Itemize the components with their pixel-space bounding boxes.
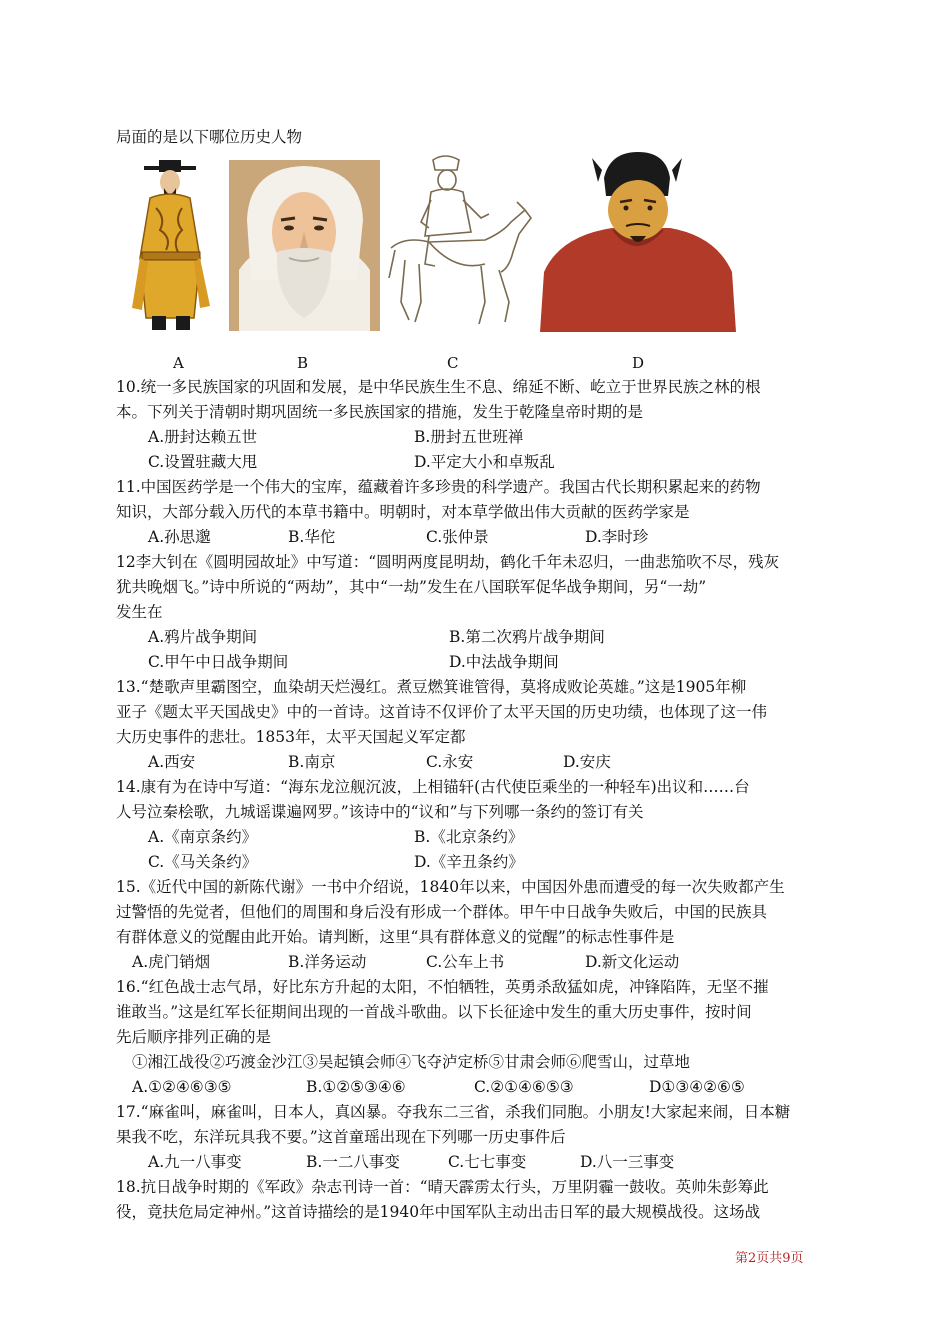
q16-option-b: B.①②⑤③④⑥ <box>306 1078 406 1096</box>
q15-line-2: 过警悟的先觉者，但他们的周围和身后没有形成一个群体。甲午中日战争失败后，中国的民族具 <box>116 903 768 921</box>
q14-option-d: D.《辛丑条约》 <box>414 853 524 871</box>
q11-option-c: C.张仲景 <box>426 528 489 546</box>
q10-option-d: D.平定大小和卓叛乱 <box>414 453 555 471</box>
q17-option-b: B.一二八事变 <box>306 1153 400 1171</box>
q14-line-1: 14.康有为在诗中写道：“海东龙泣舰沉波，上相锚轩(古代使臣乘坐的一种轻车)出议和……台 <box>116 778 750 796</box>
q16-line-2: 谁敢当。”这是红军长征期间出现的一首战斗歌曲。以下长征途中发生的重大历史事件，按时间 <box>116 1003 752 1021</box>
q13-line-1: 13.“楚歌声里霸图空，血染胡天烂漫红。煮豆燃箕谁管得，莫将成败论英雄。”这是1905年柳 <box>116 678 747 696</box>
q17-option-c: C.七七事变 <box>448 1153 527 1171</box>
q18-line-1: 18.抗日战争时期的《军政》杂志刊诗一首：“晴天霹雳太行头，万里阴霾一鼓收。英帅朱彭筹此 <box>116 1178 769 1196</box>
q11-option-a: A.孙思邈 <box>148 528 211 546</box>
q15-line-3: 有群体意义的觉醒由此开始。请判断，这里“具有群体意义的觉醒”的标志性事件是 <box>116 928 675 946</box>
q16-line-1: 16.“红色战士志气昂，好比东方升起的太阳，不怕牺牲，英勇杀敌猛如虎，冲锋陷阵，无坚不摧 <box>116 978 769 996</box>
q14-option-c: C.《马关条约》 <box>148 853 258 871</box>
q16-events: ①湘江战役②巧渡金沙江③吴起镇会师④飞夺泸定桥⑤甘肃会师⑥爬雪山，过草地 <box>132 1053 691 1071</box>
q13-line-2: 亚子《题太平天国战史》中的一首诗。这首诗不仅评价了太平天国的历史功绩，也体现了这一伟 <box>116 703 768 721</box>
q12-option-c: C.甲午中日战争期间 <box>148 653 289 671</box>
q10-line-1: 10.统一多民族国家的巩固和发展，是中华民族生生不息、绵延不断、屹立于世界民族之林的根 <box>116 378 761 396</box>
q16-option-a: A.①②④⑥③⑤ <box>132 1078 232 1096</box>
q15-option-b: B.洋务运动 <box>288 953 367 971</box>
intro-tail: 局面的是以下哪位历史人物 <box>116 128 303 146</box>
q10-option-b: B.册封五世班禅 <box>414 428 524 446</box>
q14-option-a: A.《南京条约》 <box>148 828 258 846</box>
q15-option-c: C.公车上书 <box>426 953 505 971</box>
figure-a-label: A <box>173 354 184 372</box>
q14-line-2: 人号泣秦桧歌，九城谣谍遍网罗。”该诗中的“议和”与下列哪一条约的签订有关 <box>116 803 644 821</box>
q15-option-d: D.新文化运动 <box>585 953 680 971</box>
q12-line-2: 犹共晚烟飞。”诗中所说的“两劫”，其中“一劫”发生在八国联军促华战争期间，另“一劫” <box>116 578 707 596</box>
q15-option-a: A.虎门销烟 <box>132 953 211 971</box>
q12-option-d: D.中法战争期间 <box>449 653 559 671</box>
q11-option-d: D.李时珍 <box>585 528 649 546</box>
q13-option-d: D.安庆 <box>563 753 611 771</box>
q16-line-3: 先后顺序排列正确的是 <box>116 1028 272 1046</box>
figure-d-label: D <box>632 354 645 372</box>
q13-line-3: 大历史事件的悲壮。1853年，太平天国起义军定都 <box>116 728 466 746</box>
page-number: 第2页共9页 <box>735 1251 804 1266</box>
q10-option-c: C.设置驻藏大甩 <box>148 453 258 471</box>
q13-option-a: A.西安 <box>148 753 196 771</box>
figure-c-label: C <box>447 354 459 372</box>
q17-line-1: 17.“麻雀叫，麻雀叫，日本人，真凶暴。夺我东二三省，杀我们同胞。小朋友!大家起来闹，日本糖 <box>116 1103 791 1121</box>
q10-line-2: 本。下列关于清朝时期巩固统一多民族国家的措施，发生于乾隆皇帝时期的是 <box>116 403 644 421</box>
figure-a-emperor-image <box>126 158 218 334</box>
q12-line-3: 发生在 <box>116 603 163 621</box>
q18-line-2: 役，竟扶危局定神州。”这首诗描绘的是1940年中国军队主动出击日军的最大规模战役。这场战 <box>116 1203 761 1221</box>
q17-option-a: A.九一八事变 <box>148 1153 242 1171</box>
q12-option-b: B.第二次鸦片战争期间 <box>449 628 605 646</box>
q11-line-1: 11.中国医药学是一个伟大的宝库，蕴藏着许多珍贵的科学遗产。我国古代长期积累起来的药物 <box>116 478 761 496</box>
q17-option-d: D.八一三事变 <box>580 1153 675 1171</box>
q11-line-2: 知识，大部分载入历代的本草书籍中。明朝时，对本草学做出伟大贡献的医药学家是 <box>116 503 690 521</box>
q13-option-b: B.南京 <box>288 753 336 771</box>
figure-c-horseman-image <box>385 152 535 330</box>
q16-option-d: D①③④②⑥⑤ <box>649 1078 745 1096</box>
q12-line-1: 12李大钊在《圆明园故址》中写道：“圆明两度昆明劫，鹤化千年未忍归，一曲悲笳吹不尽，残灰 <box>116 553 780 571</box>
q17-line-2: 果我不吃，东洋玩具我不要。”这首童瑶出现在下列哪一历史事件后 <box>116 1128 566 1146</box>
q12-option-a: A.鸦片战争期间 <box>148 628 258 646</box>
q13-option-c: C.永安 <box>426 753 474 771</box>
q10-option-a: A.册封达赖五世 <box>148 428 258 446</box>
figure-b-portrait-image <box>229 160 380 331</box>
figure-d-portrait-image <box>540 152 736 332</box>
q16-option-c: C.②①④⑥⑤③ <box>474 1078 574 1096</box>
q11-option-b: B.华佗 <box>288 528 336 546</box>
figure-b-label: B <box>297 354 309 372</box>
q15-line-1: 15.《近代中国的新陈代谢》一书中介绍说，1840年以来，中国因外患而遭受的每一次失败都产生 <box>116 878 785 896</box>
q14-option-b: B.《北京条约》 <box>414 828 524 846</box>
